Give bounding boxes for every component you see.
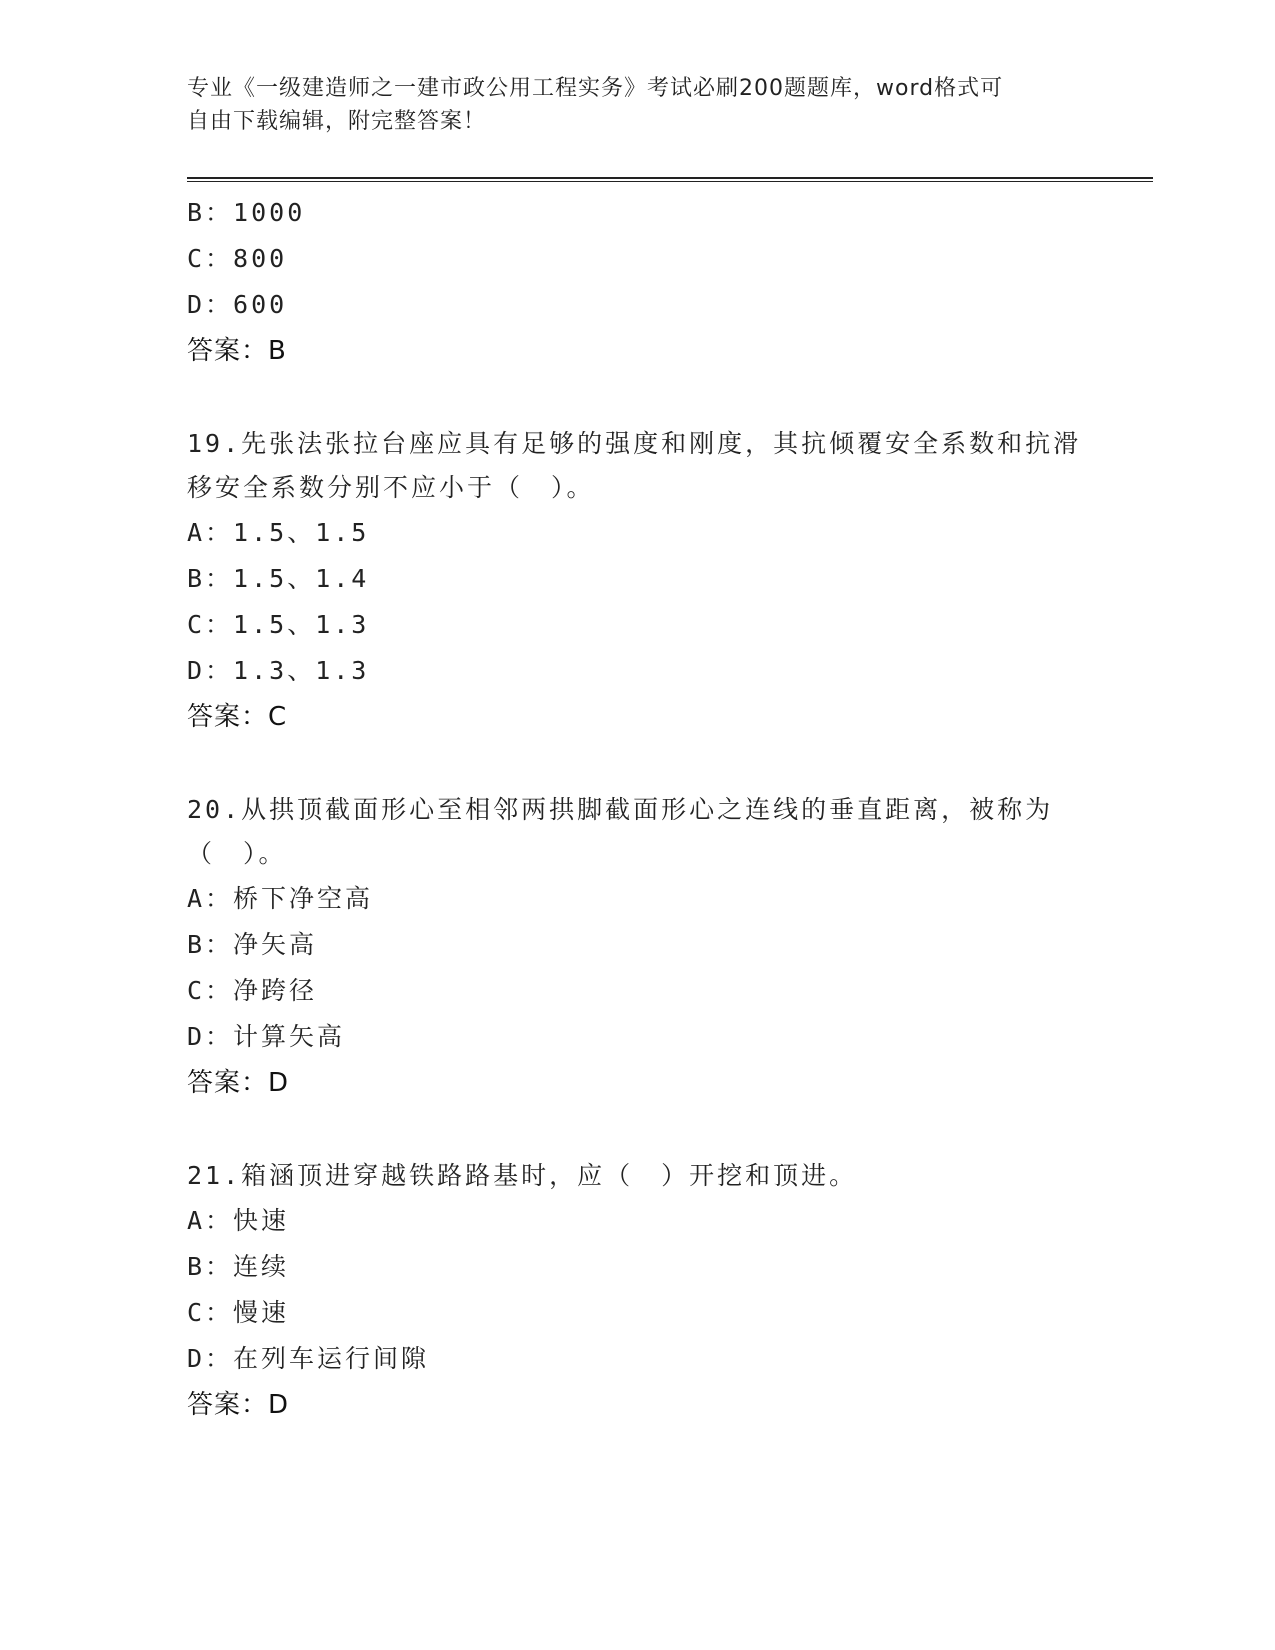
option-a: A：1.5、1.5 — [187, 518, 370, 547]
question-stem: 20.从拱顶截面形心至相邻两拱脚截面形心之连线的垂直距离，被称为（ ）。 — [187, 795, 1054, 868]
question-block-partial — [187, 190, 1087, 374]
option-d: D：在列车运行间隙 — [187, 1344, 430, 1373]
option-b: B：1000 — [187, 198, 306, 227]
document-body — [187, 190, 1087, 1428]
question-block-20 — [187, 788, 1087, 1106]
question-block-21 — [187, 1154, 1087, 1428]
option-d: D：600 — [187, 290, 288, 319]
header-title-line-2: 自由下载编辑，附完整答案！ — [187, 109, 487, 134]
answer-line: 答案：C — [187, 702, 288, 732]
option-b: B：净矢高 — [187, 930, 318, 959]
option-b: B：连续 — [187, 1252, 290, 1281]
question-spacer — [187, 1106, 1087, 1154]
option-a: A：桥下净空高 — [187, 884, 374, 913]
answer-line: 答案：D — [187, 1068, 290, 1098]
option-a: A：快速 — [187, 1206, 290, 1235]
option-c: C：慢速 — [187, 1298, 290, 1327]
option-c: C：净跨径 — [187, 976, 318, 1005]
document-header — [187, 72, 1067, 138]
answer-line: 答案：B — [187, 336, 287, 366]
option-d: D：1.3、1.3 — [187, 656, 370, 685]
option-c: C：800 — [187, 244, 288, 273]
answer-line: 答案：D — [187, 1390, 290, 1420]
question-stem: 19.先张法张拉台座应具有足够的强度和刚度，其抗倾覆安全系数和抗滑移安全系数分别不应小于（ ）。 — [187, 429, 1082, 502]
header-divider-top — [187, 177, 1153, 179]
option-c: C：1.5、1.3 — [187, 610, 370, 639]
header-title-line-1: 专业《一级建造师之一建市政公用工程实务》考试必刷200题题库，word格式可 — [187, 76, 1004, 101]
question-spacer — [187, 374, 1087, 422]
question-stem: 21.箱涵顶进穿越铁路路基时，应（ ）开挖和顶进。 — [187, 1161, 858, 1190]
question-block-19 — [187, 422, 1087, 740]
option-b: B：1.5、1.4 — [187, 564, 370, 593]
question-spacer — [187, 740, 1087, 788]
header-divider-bottom — [187, 181, 1153, 182]
option-d: D：计算矢高 — [187, 1022, 346, 1051]
